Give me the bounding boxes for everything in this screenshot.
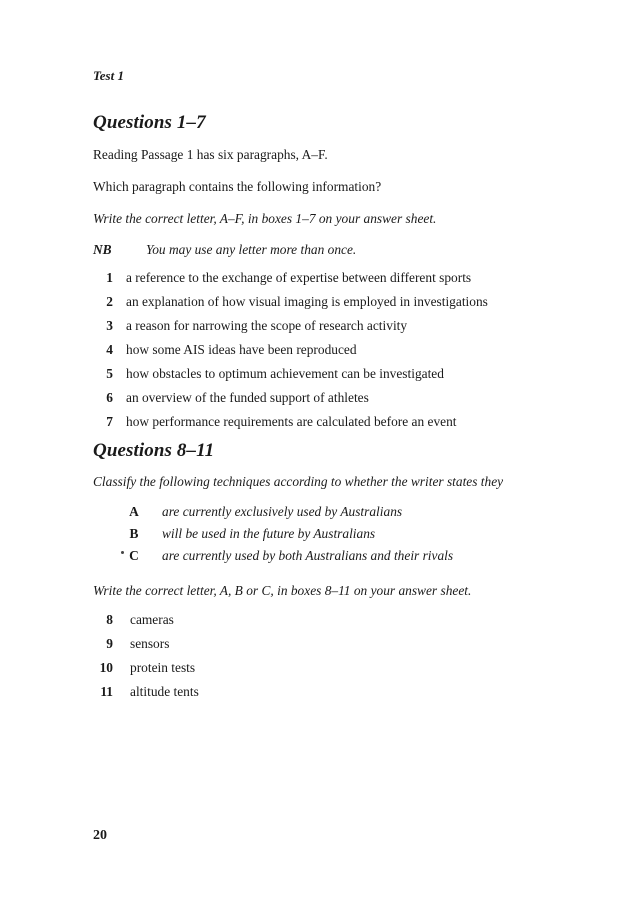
- question-number: 10: [99, 660, 113, 675]
- running-header: Test 1: [93, 68, 124, 83]
- question-text: an explanation of how visual imaging is employed in investigations: [126, 294, 488, 309]
- nb-label: NB: [93, 242, 112, 257]
- question-text: an overview of the funded support of athletes: [126, 390, 369, 405]
- question-number: 7: [106, 414, 113, 429]
- section1-prompt: Which paragraph contains the following information?: [93, 179, 382, 194]
- section2-heading: Questions 8–11: [93, 440, 215, 461]
- question-number: 11: [100, 684, 113, 699]
- question-text: protein tests: [130, 660, 196, 675]
- option-text: are currently exclusively used by Australians: [162, 504, 403, 519]
- option-letter: C: [129, 548, 139, 563]
- option-letter: A: [129, 504, 139, 519]
- question-text: how performance requirements are calculated before an event: [126, 414, 457, 429]
- section1-intro: Reading Passage 1 has six paragraphs, A–F.: [93, 147, 328, 162]
- question-number: 4: [106, 342, 113, 357]
- question-text: altitude tents: [130, 684, 199, 699]
- question-text: a reference to the exchange of expertise between different sports: [126, 270, 472, 285]
- question-text: how obstacles to optimum achievement can be investigated: [126, 366, 444, 381]
- nb-text: You may use any letter more than once.: [146, 242, 357, 257]
- section2-instruction: Write the correct letter, A, B or C, in boxes 8–11 on your answer sheet.: [93, 583, 472, 598]
- section1-heading: Questions 1–7: [93, 112, 206, 133]
- print-speck: [121, 551, 124, 554]
- question-number: 3: [106, 318, 113, 333]
- question-number: 5: [106, 366, 113, 381]
- page-number: 20: [93, 828, 107, 843]
- question-text: how some AIS ideas have been reproduced: [126, 342, 357, 357]
- question-text: sensors: [130, 636, 170, 651]
- question-number: 6: [106, 390, 113, 405]
- question-number: 9: [106, 636, 113, 651]
- question-number: 2: [106, 294, 113, 309]
- question-text: cameras: [130, 612, 174, 627]
- option-letter: B: [129, 526, 139, 541]
- question-number: 1: [106, 270, 113, 285]
- question-number: 8: [106, 612, 113, 627]
- option-text: will be used in the future by Australians: [162, 526, 376, 541]
- question-text: a reason for narrowing the scope of research activity: [126, 318, 408, 333]
- section1-instruction: Write the correct letter, A–F, in boxes 1–7 on your answer sheet.: [93, 211, 437, 226]
- option-text: are currently used by both Australians and their rivals: [162, 548, 454, 563]
- section2-intro: Classify the following techniques according to whether the writer states they: [93, 474, 504, 489]
